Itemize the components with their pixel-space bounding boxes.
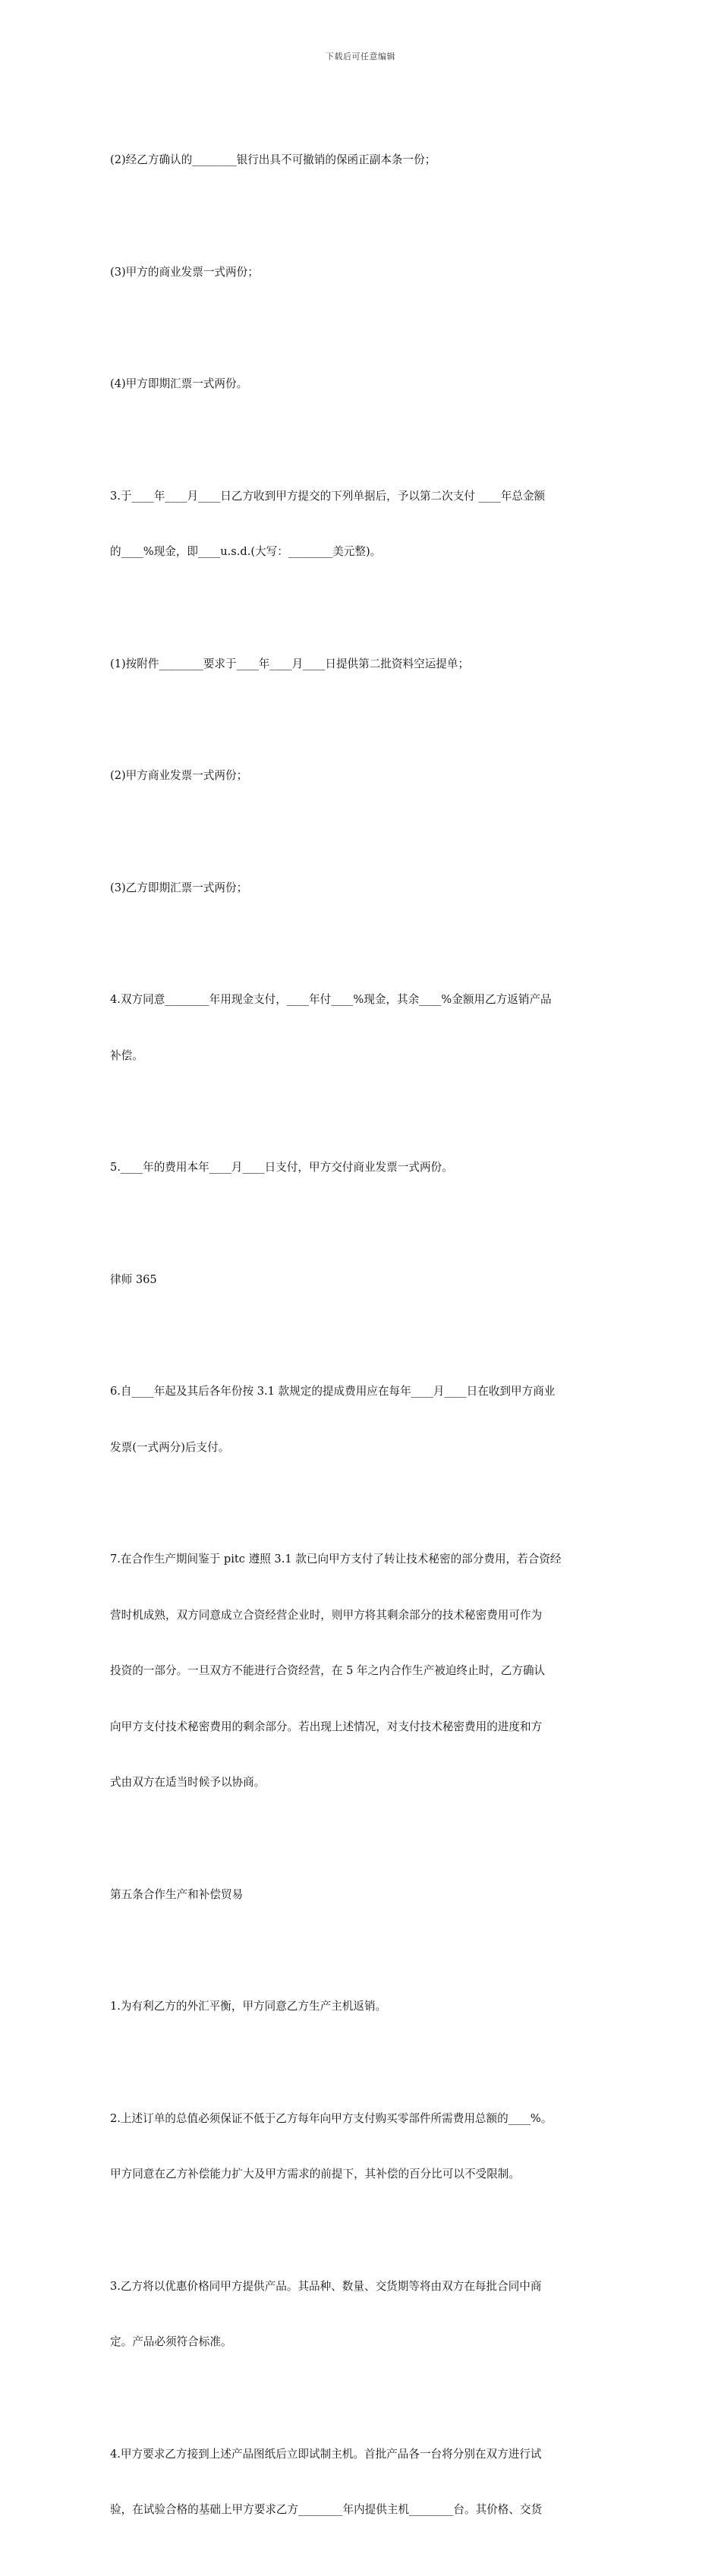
text-line: 1.为有利乙方的外汇平衡，甲方同意乙方生产主机返销。 xyxy=(110,2000,387,2013)
text-line: 4.双方同意________年用现金支付，____年付____%现金，其余____%金额用乙方返销产品 xyxy=(110,993,552,1006)
paragraph xyxy=(110,1513,615,1830)
text-line: 式由双方在适当时候予以协商。 xyxy=(110,1776,266,1789)
text-line: (1)按附件________要求于____年____月____日提供第二批资料空运提单； xyxy=(110,657,470,670)
text-line: 补偿。 xyxy=(110,1048,143,1062)
paragraph xyxy=(110,1234,615,1327)
paragraph xyxy=(110,226,615,320)
paragraph xyxy=(110,450,615,599)
paragraph xyxy=(110,2073,615,2221)
text-line: 3.于____年____月____日乙方收到甲方提交的下列单据后，予以第二次支付 ____年总金额 xyxy=(110,489,546,503)
text-line: 投资的一部分。一旦双方不能进行合资经营，在 5 年之内合作生产被迫终止时，乙方确认 xyxy=(110,1664,546,1677)
text-line: 6.自____年起及其后各年份按 3.1 款规定的提成费用应在每年____月____日在收到甲方商业 xyxy=(110,1385,556,1398)
text-line: 验，在试验合格的基础上甲方要求乙方________年内提供主机________台。其价格、交货 xyxy=(110,2503,543,2516)
text-line: 第五条合作生产和补偿贸易 xyxy=(110,1887,244,1901)
paragraph xyxy=(110,338,615,431)
text-line: (3)乙方即期汇票一式两份； xyxy=(110,881,248,894)
paragraph xyxy=(110,1345,615,1494)
text-line: 营时机成熟，双方同意成立合资经营企业时，则甲方将其剩余部分的技术秘密费用可作为 xyxy=(110,1608,543,1622)
text-line: 律师 365 xyxy=(110,1272,157,1286)
paragraph xyxy=(110,1960,615,2054)
text-line: (2)甲方商业发票一式两份； xyxy=(110,769,248,782)
text-line: 5.____年的费用本年____月____日支付，甲方交付商业发票一式两份。 xyxy=(110,1161,453,1174)
text-line: 甲方同意在乙方补偿能力扩大及甲方需求的前提下，其补偿的百分比可以不受限制。 xyxy=(110,2168,520,2180)
text-line: 7.在合作生产期间鉴于 pitc 遵照 3.1 款已向甲方支付了转让技术秘密的部分费用，若合资经 xyxy=(110,1553,562,1565)
text-line: 4.甲方要求乙方接到上述产品图纸后立即试制主机。首批产品各一台将分别在双方进行试 xyxy=(110,2447,542,2461)
paragraph xyxy=(110,954,615,1102)
paragraph xyxy=(110,1121,615,1215)
paragraph xyxy=(110,2408,615,2557)
page-header: 下载后可任意编辑 xyxy=(326,52,395,61)
text-line: 定。产品必须符合标准。 xyxy=(110,2335,232,2348)
text-line: 向甲方支付技术秘密费用的剩余部分。若出现上述情况，对支付技术秘密费用的进度和方 xyxy=(110,1720,543,1733)
paragraph xyxy=(110,730,615,823)
document-body xyxy=(110,114,615,2576)
text-line: 发票(一式两分)后支付。 xyxy=(110,1440,230,1454)
text-line: 3.乙方将以优惠价格同甲方提供产品。其品种、数量、交货期等将由双方在每批合同中商 xyxy=(110,2279,542,2293)
section-heading xyxy=(110,1849,615,1942)
paragraph xyxy=(110,2240,615,2389)
paragraph xyxy=(110,114,615,207)
text-line: (4)甲方即期汇票一式两份。 xyxy=(110,377,248,390)
text-line: (3)甲方的商业发票一式两份； xyxy=(110,265,259,279)
text-line: 的____%现金，即____u.s.d.(大写：________美元整)。 xyxy=(110,545,382,558)
text-line: (2)经乙方确认的________银行出具不可撤销的保函正副本条一份； xyxy=(110,153,436,166)
paragraph xyxy=(110,842,615,935)
text-line: 2.上述订单的总值必须保证不低于乙方每年向甲方支付购买零部件所需费用总额的____%。 xyxy=(110,2111,553,2125)
paragraph xyxy=(110,618,615,711)
